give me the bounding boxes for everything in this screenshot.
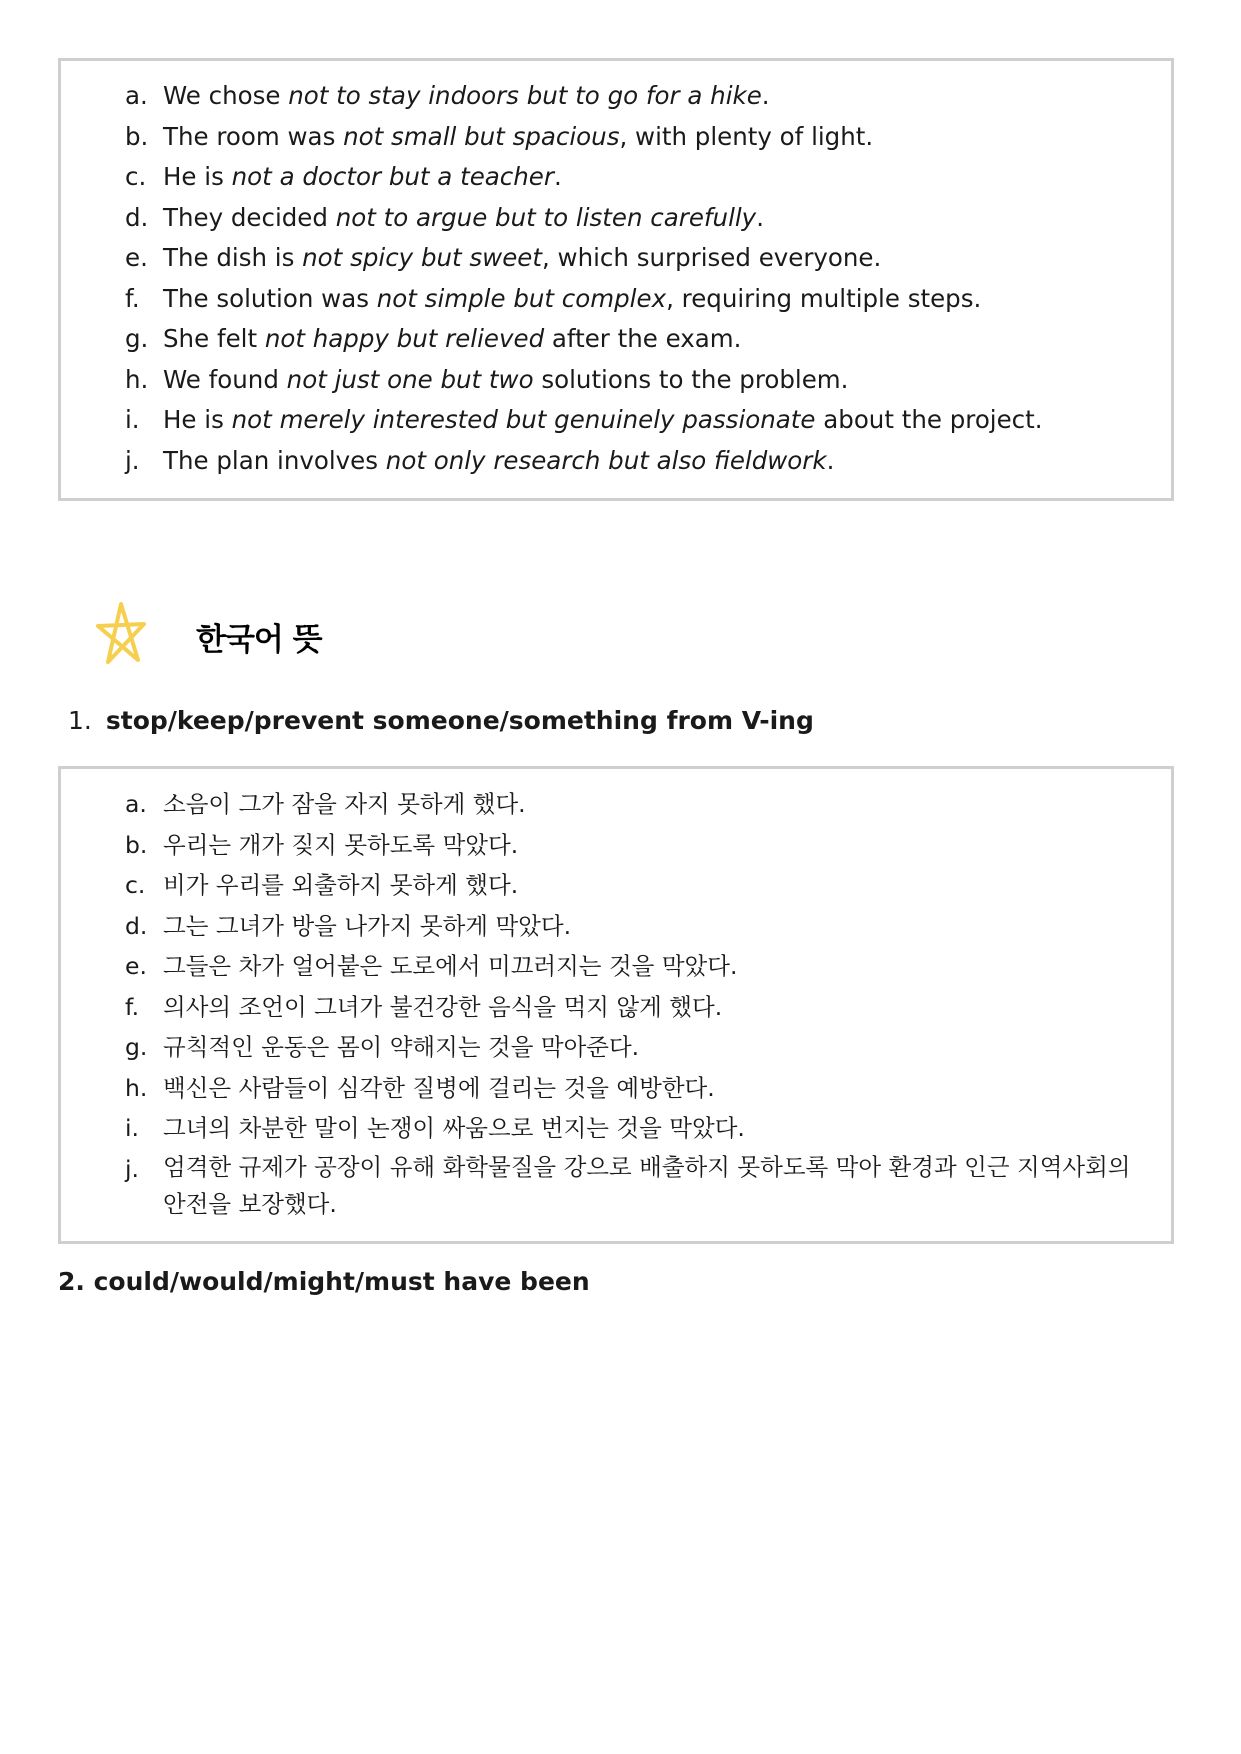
sentence-text: . (756, 202, 764, 232)
sentence-text: 의사의 조언이 그녀가 불건강한 음식을 먹지 않게 했다. (163, 992, 723, 1021)
list-item (125, 987, 1155, 1028)
list-item (125, 865, 1155, 906)
list-item (125, 906, 1155, 947)
list-item (125, 198, 1155, 239)
list-marker: g. (125, 324, 149, 353)
italic-phrase: not simple but complex (376, 283, 667, 313)
italic-phrase: not spicy but sweet (302, 243, 542, 272)
sentence-text: 그는 그녀가 방을 나가지 못하게 막았다. (163, 911, 572, 940)
list-marker: a. (125, 81, 148, 110)
list-item (125, 319, 1155, 360)
list-item (125, 238, 1155, 279)
list-item (125, 279, 1155, 320)
list-marker: j. (125, 1154, 139, 1183)
list-item (125, 784, 1155, 825)
list-item (125, 946, 1155, 987)
list-marker: c. (125, 162, 147, 191)
sentence-text: They decided (163, 202, 336, 232)
list-marker: d. (125, 911, 148, 940)
list-marker: b. (125, 121, 149, 151)
sentence-text: We chose (163, 81, 289, 110)
list-marker: b. (125, 830, 148, 859)
list-marker: i. (125, 1114, 139, 1142)
list-item (125, 441, 1155, 482)
sentence-text: about the project. (815, 405, 1043, 434)
list-marker: e. (125, 243, 148, 272)
list-item (125, 1068, 1155, 1109)
korean-meaning-heading: 한국어 뜻 (196, 622, 322, 658)
list-item (125, 1149, 1155, 1223)
sentence-text: 백신은 사람들이 심각한 질병에 걸리는 것을 예방한다. (163, 1073, 715, 1102)
sentence-text: , with plenty of light. (619, 121, 874, 151)
sentence-text: 규칙적인 운동은 몸이 약해지는 것을 막아준다. (163, 1033, 640, 1061)
sentence-text: 엄격한 규제가 공장이 유해 화학물질을 강으로 배출하지 못하도록 막아 환경과 인근 지역사회의 안전을 보장했다. (163, 1152, 1131, 1218)
sentence-text: 그녀의 차분한 말이 논쟁이 싸움으로 번지는 것을 막았다. (163, 1114, 745, 1142)
sentence-text: , which surprised everyone. (541, 243, 882, 272)
list-marker: e. (125, 952, 147, 980)
list-marker: h. (125, 1073, 148, 1102)
italic-phrase: not happy but relieved (264, 324, 545, 353)
sentence-text: The dish is (163, 243, 303, 272)
list-item (125, 1108, 1155, 1149)
sentence-text: The solution was (163, 283, 377, 313)
italic-phrase: not a doctor but a teacher (231, 162, 554, 191)
list-item (125, 117, 1155, 158)
italic-phrase: not just one but two (286, 364, 534, 394)
list-marker: d. (125, 202, 149, 232)
sentence-text: 그들은 차가 얼어붙은 도로에서 미끄러지는 것을 막았다. (163, 952, 738, 980)
sentence-text: She felt (163, 324, 265, 353)
sentence-text: . (826, 445, 835, 475)
italic-phrase: not merely interested but genuinely passionate (231, 405, 816, 434)
list-item (125, 76, 1155, 117)
sentence-text: solutions to the problem. (533, 364, 849, 394)
list-marker: i. (125, 405, 140, 434)
sentence-text: He is (163, 405, 232, 434)
italic-phrase: not to stay indoors but to go for a hike (288, 81, 762, 110)
list-item (125, 825, 1155, 866)
korean-examples-list (125, 784, 1155, 1223)
list-marker: c. (125, 871, 146, 899)
sentence-text: He is (163, 162, 232, 191)
list-marker: g. (125, 1033, 148, 1061)
section-1-label: stop/keep/prevent someone/something from V-ing (105, 706, 814, 735)
sentence-text: . (553, 162, 562, 191)
list-marker: j. (125, 445, 140, 475)
list-item (125, 400, 1155, 441)
star-outline-icon (94, 600, 148, 666)
sentence-text: We found (163, 364, 287, 394)
sentence-text: 우리는 개가 짖지 못하도록 막았다. (163, 830, 519, 859)
list-item (125, 157, 1155, 198)
sentence-text: , requiring multiple steps. (666, 283, 982, 313)
list-marker: f. (125, 283, 140, 313)
section-2-title: 2. could/would/might/must have been (58, 1267, 590, 1296)
section-1-title (68, 706, 814, 735)
list-marker: a. (125, 790, 147, 818)
italic-phrase: not only research but also fieldwork (385, 445, 827, 475)
sentence-text: The room was (163, 121, 344, 151)
english-examples-list (125, 76, 1155, 481)
sentence-text: . (761, 81, 770, 110)
list-item (125, 1027, 1155, 1068)
english-examples-box (58, 58, 1174, 501)
sentence-text: 비가 우리를 외출하지 못하게 했다. (163, 871, 519, 899)
list-marker: h. (125, 364, 149, 394)
list-item (125, 360, 1155, 401)
sentence-text: The plan involves (163, 445, 386, 475)
korean-examples-box (58, 766, 1174, 1244)
list-marker: f. (125, 992, 140, 1021)
italic-phrase: not small but spacious (343, 121, 620, 151)
section-1-number: 1. (68, 706, 92, 735)
italic-phrase: not to argue but to listen carefully (335, 202, 757, 232)
sentence-text: 소음이 그가 잠을 자지 못하게 했다. (163, 790, 526, 818)
sentence-text: after the exam. (544, 324, 742, 353)
